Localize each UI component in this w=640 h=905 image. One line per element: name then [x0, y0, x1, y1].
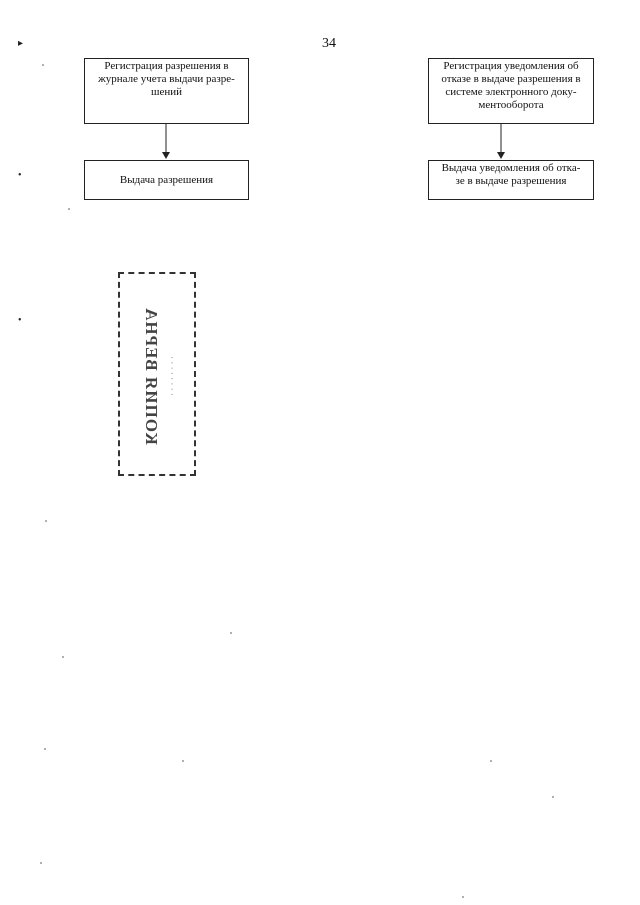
speck: [490, 760, 492, 762]
speck: [182, 760, 184, 762]
speck: [44, 748, 46, 750]
stamp-text: [120, 274, 198, 478]
margin-mark-3: •: [18, 315, 22, 326]
box-issue-permit-label: Выдача разрешения: [119, 173, 214, 186]
speck: [462, 896, 464, 898]
box-issue-permit: [84, 160, 249, 200]
box-register-refusal: Регистрация уведомления об отказе в выдаче разрешения в системе электронного доку- ментооборота: [428, 58, 594, 124]
arrow-right-down-icon: [495, 124, 507, 160]
stamp-line-2: · · · · · · · ·: [167, 356, 177, 396]
margin-mark-2: •: [18, 170, 22, 181]
stamp-line-1: КОПИЯ ВЕРНА: [142, 307, 161, 445]
speck: [42, 64, 44, 66]
speck: [68, 208, 70, 210]
speck: [40, 862, 42, 864]
box-issue-refusal: Выдача уведомления об отка- зе в выдаче разрешения: [428, 160, 594, 200]
copy-verified-stamp: [118, 272, 196, 476]
box-register-permit: Регистрация разрешения в журнале учета выдачи разре- шений: [84, 58, 249, 124]
speck: [552, 796, 554, 798]
margin-mark-1: ▸: [18, 38, 24, 49]
speck: [62, 656, 64, 658]
speck: [45, 520, 47, 522]
speck: [230, 632, 232, 634]
arrow-left-down-icon: [160, 124, 172, 160]
page-number: 34: [322, 36, 336, 51]
